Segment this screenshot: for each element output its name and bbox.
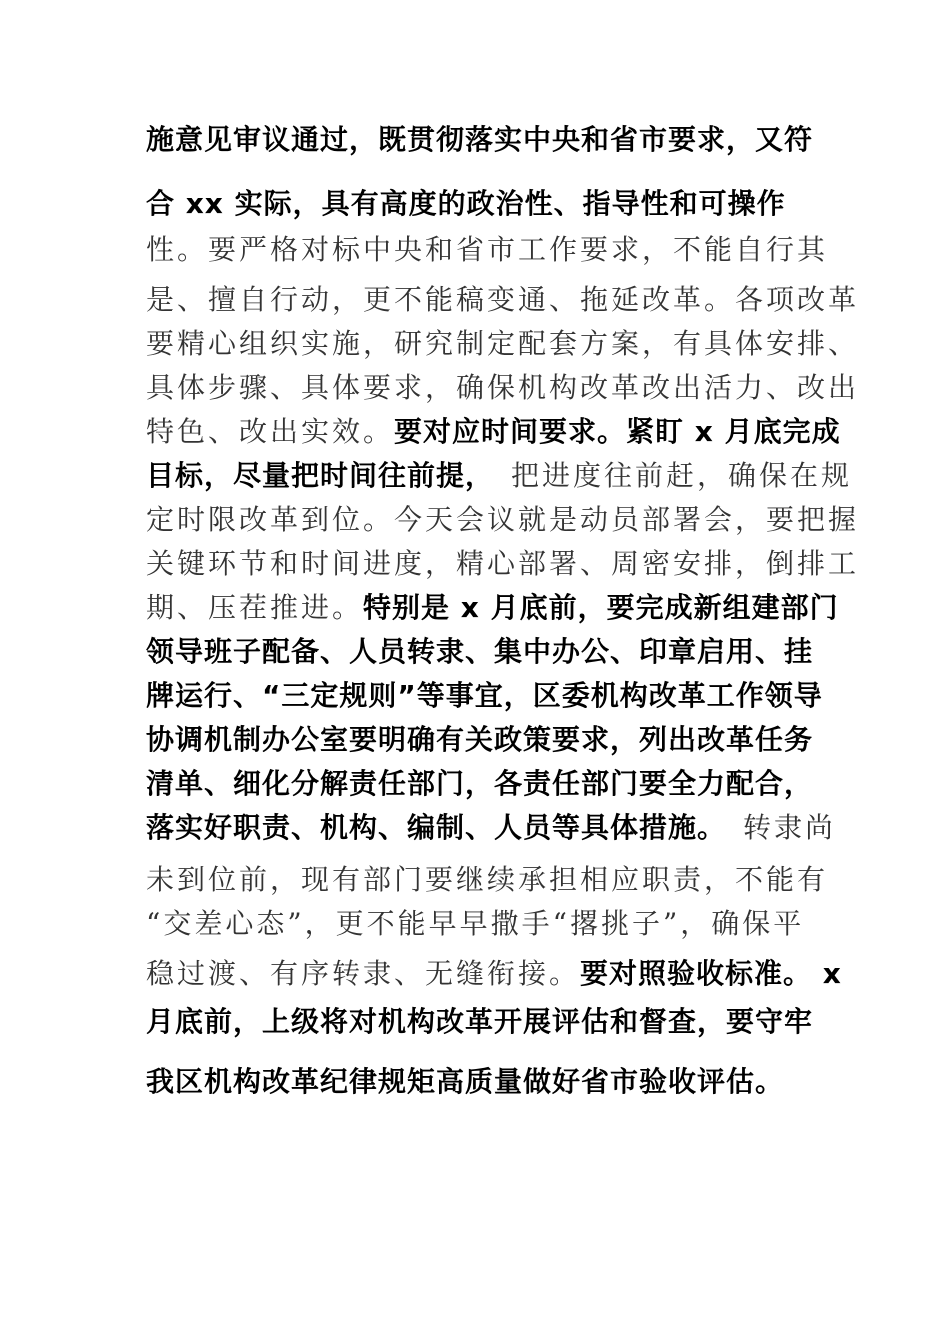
text-run: 未到位前，现有部门要继续承担相应职责，不能有: [146, 863, 829, 896]
text-line: [146, 282, 860, 319]
text-line: [146, 1064, 806, 1101]
text-line: [146, 810, 837, 847]
text-run: 我区机构改革纪律规矩高质量做好省市验收评估。: [146, 1065, 785, 1098]
text-line: [146, 186, 806, 223]
text-line: [146, 414, 841, 451]
text-run: 月底前，上级将对机构改革开展评估和督查，要守牢: [146, 1005, 814, 1038]
text-line: [146, 502, 860, 539]
text-run: 协调机制办公室要明确有关政策要求，列出改革任务: [146, 723, 814, 756]
text-run: 期、压茬推进。: [146, 591, 364, 624]
text-line: [146, 906, 806, 943]
text-run: 领导班子配备、人员转隶、集中办公、印章启用、挂: [146, 635, 814, 668]
text-run: 施意见审议通过，既贯彻落实中央和省市要求，又符: [146, 123, 814, 156]
text-run: 要对照验收标准。 x: [580, 957, 842, 990]
text-line: [146, 232, 829, 269]
text-run: 落实好职责、机构、编制、人员等具体措施。: [146, 811, 713, 844]
text-line: [146, 722, 814, 759]
text-line: [146, 862, 829, 899]
text-line: [146, 370, 860, 407]
text-run: 要对应时间要求。紧盯 x 月底完成: [394, 415, 841, 448]
text-run: 特色、改出实效。: [146, 415, 395, 448]
text-line: [146, 1004, 814, 1041]
text-line: [146, 458, 853, 495]
text-line: [146, 326, 860, 363]
text-run: 特别是 x 月底前，要完成新组建部门: [363, 591, 839, 624]
text-line: [146, 122, 814, 159]
text-run: 清单、细化分解责任部门，各责任部门要全力配合，: [146, 767, 814, 800]
text-run: 是、擅自行动，更不能稿变通、拖延改革。各项改革: [146, 283, 860, 316]
text-run: 转隶尚: [712, 811, 837, 844]
text-run: 牌运行、“三定规则”等事宜，区委机构改革工作领导: [146, 679, 823, 712]
text-run: “交差心态”，更不能早早撒手“撂挑子”，确保平: [146, 907, 805, 940]
text-run: 定时限改革到位。今天会议就是动员部署会，要把握: [146, 503, 860, 536]
text-run: 性。要严格对标中央和省市工作要求，不能自行其: [146, 233, 829, 266]
text-line: [146, 590, 839, 627]
text-line: [146, 634, 814, 671]
text-run: 合 xx 实际，具有高度的政治性、指导性和可操作: [146, 187, 786, 220]
text-line: [146, 766, 814, 803]
text-run: 具体步骤、具体要求，确保机构改革改出活力、改出: [146, 371, 860, 404]
text-line: [146, 546, 860, 583]
text-line: [146, 956, 842, 993]
text-run: 要精心组织实施，研究制定配套方案，有具体安排、: [146, 327, 860, 360]
text-run: 目标，尽量把时间往前提，: [146, 459, 481, 492]
text-line: [146, 678, 823, 715]
text-run: 把进度往前赶，确保在规: [480, 459, 853, 492]
text-run: 关键环节和时间进度，精心部署、周密安排，倒排工: [146, 547, 860, 580]
text-run: 稳过渡、有序转隶、无缝衔接。: [146, 957, 581, 990]
